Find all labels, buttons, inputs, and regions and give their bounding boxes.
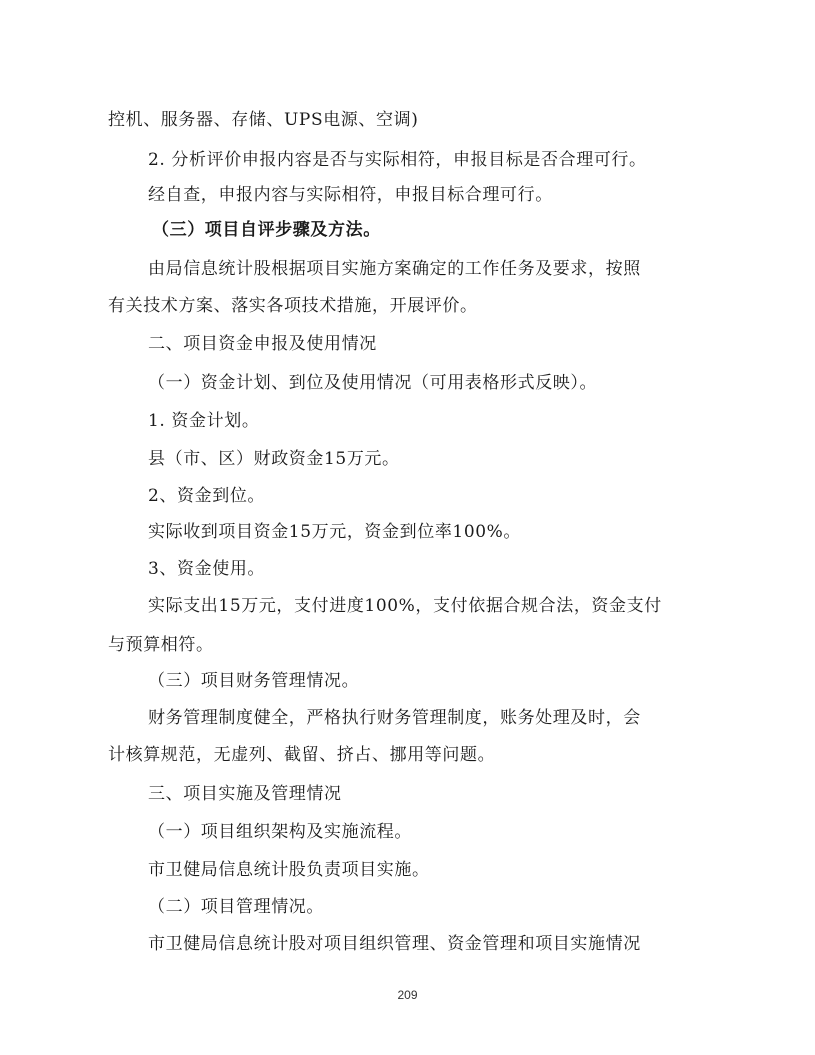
- text-line-5: 由局信息统计股根据项目实施方案确定的工作任务及要求，按照: [148, 259, 641, 279]
- text-line-16: （三）项目财务管理情况。: [148, 671, 360, 691]
- text-line-8: （一）资金计划、到位及使用情况（可用表格形式反映）。: [148, 373, 598, 393]
- text-line-15: 与预算相符。: [108, 635, 214, 655]
- chapter-heading-3: 三、项目实施及管理情况: [148, 784, 342, 804]
- text-line-18: 计核算规范，无虚列、截留、挤占、挪用等问题。: [108, 745, 496, 765]
- text-line-14: 实际支出15万元，支付进度100%，支付依据合规合法，资金支付: [148, 596, 662, 616]
- text-line-11: 2、资金到位。: [148, 486, 266, 506]
- text-line-23: 市卫健局信息统计股对项目组织管理、资金管理和项目实施情况: [148, 934, 641, 954]
- text-line-1: 控机、服务器、存储、UPS电源、空调): [108, 110, 419, 130]
- text-line-17: 财务管理制度健全，严格执行财务管理制度，账务处理及时，会: [148, 708, 641, 728]
- text-line-13: 3、资金使用。: [148, 559, 266, 579]
- text-line-10: 县（市、区）财政资金15万元。: [148, 449, 400, 469]
- text-line-6: 有关技术方案、落实各项技术措施，开展评价。: [108, 296, 478, 316]
- text-line-22: （二）项目管理情况。: [148, 897, 324, 917]
- text-line-12: 实际收到项目资金15万元，资金到位率100%。: [148, 522, 522, 542]
- text-line-3: 经自查，申报内容与实际相符，申报目标合理可行。: [148, 185, 553, 205]
- text-line-21: 市卫健局信息统计股负责项目实施。: [148, 860, 430, 880]
- text-line-9: 1. 资金计划。: [148, 411, 260, 431]
- text-line-2: 2. 分析评价申报内容是否与实际相符，申报目标是否合理可行。: [148, 150, 647, 170]
- text-line-20: （一）项目组织架构及实施流程。: [148, 822, 412, 842]
- page-number: 209: [397, 988, 418, 1002]
- chapter-heading-2: 二、项目资金申报及使用情况: [148, 334, 377, 354]
- section-heading-3: （三）项目自评步骤及方法。: [152, 220, 381, 240]
